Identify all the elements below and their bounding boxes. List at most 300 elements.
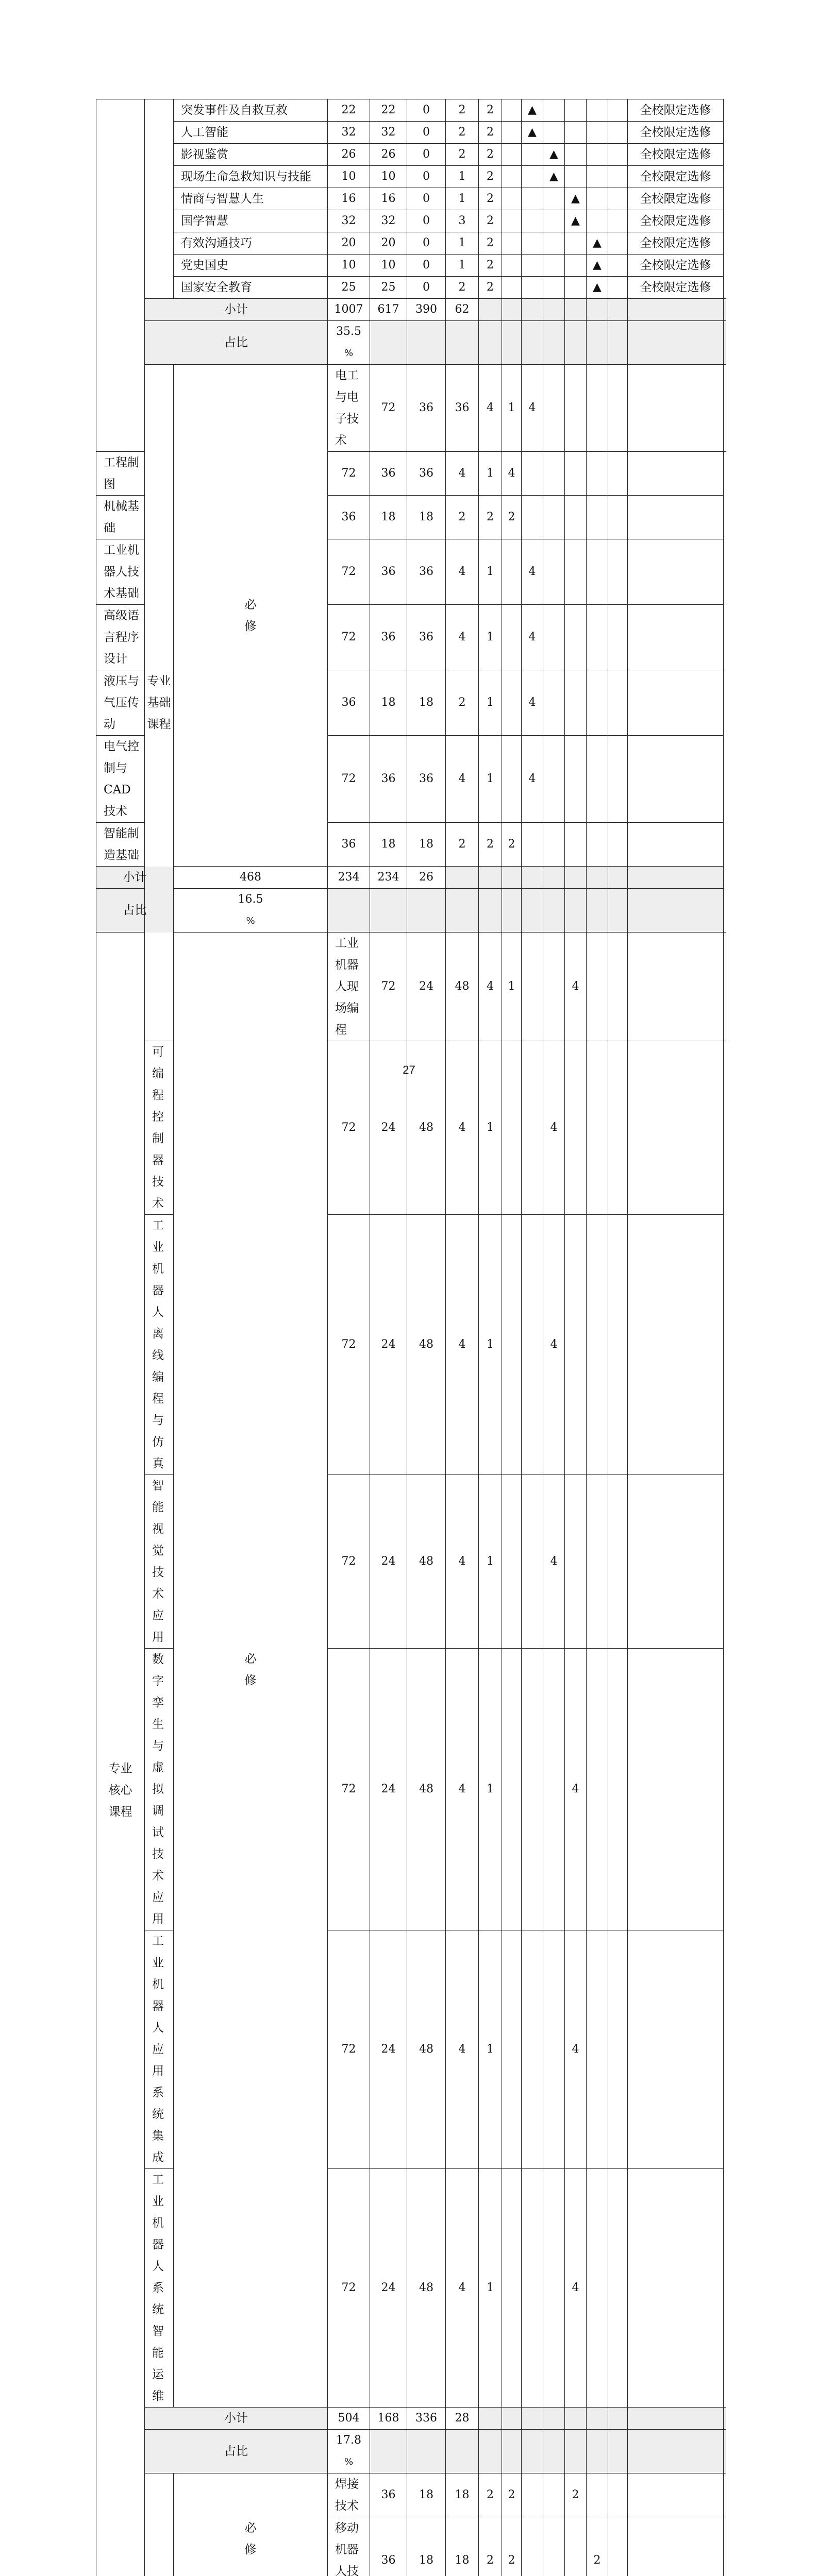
semester-s1 [502, 188, 522, 210]
semester-s6 [608, 2169, 628, 2408]
ratio-value-percent: % [174, 910, 327, 932]
semester-s3 [543, 210, 565, 232]
ratio-empty [479, 889, 502, 933]
ratio-empty [407, 889, 446, 933]
subtotal-empty [565, 867, 587, 889]
course-credits: 2 [479, 2473, 502, 2517]
ratio-empty [628, 2430, 724, 2473]
course-name: 有效沟通技巧 [174, 232, 328, 255]
semester-s4 [565, 122, 587, 144]
course-credits: 2 [446, 823, 479, 867]
semester-s4 [565, 1475, 587, 1649]
semester-s3 [543, 736, 565, 823]
ratio-empty [446, 321, 479, 365]
course-credits: 2 [446, 122, 479, 144]
semester-s6 [628, 365, 724, 452]
semester-s3: 2 [565, 2473, 587, 2517]
subtotal-empty [502, 867, 522, 889]
course-total: 16 [328, 188, 370, 210]
type-general-continued [145, 99, 174, 299]
course-assess: 2 [479, 255, 502, 277]
semester-s2 [522, 496, 543, 539]
subtotal-row [96, 2408, 726, 2430]
course-practice: 0 [407, 210, 446, 232]
semester-s3: ▲ [543, 166, 565, 188]
course-assess: 2 [479, 122, 502, 144]
type-label-line: 修 [174, 1670, 327, 1691]
subtotal-empty [543, 299, 565, 321]
course-note [724, 2517, 726, 2576]
course-assess: 2 [502, 2473, 522, 2517]
ratio-empty [328, 889, 370, 933]
semester-s4 [565, 736, 587, 823]
semester-s1 [502, 1215, 522, 1475]
subtotal-practice: 336 [407, 2408, 446, 2430]
semester-s5: ▲ [587, 255, 608, 277]
semester-s6 [608, 1475, 628, 1649]
course-total: 36 [370, 2517, 407, 2576]
course-note: 全校限定选修 [628, 188, 724, 210]
subtotal-note [724, 2408, 726, 2430]
course-note: 全校限定选修 [628, 255, 724, 277]
course-theory: 24 [407, 933, 446, 1041]
course-name: 高级语言程序设计 [96, 605, 145, 670]
semester-s4 [565, 166, 587, 188]
course-assess: 2 [479, 210, 502, 232]
semester-s3 [543, 496, 565, 539]
semester-s5 [587, 823, 608, 867]
course-note: 全校限定选修 [628, 232, 724, 255]
semester-s3: 4 [565, 933, 587, 1041]
course-name: 工程制图 [96, 452, 145, 496]
course-name-line: 应用 [152, 1887, 173, 1930]
course-name: 工业机器人现场编程 [328, 933, 370, 1041]
semester-s1 [502, 144, 522, 166]
ratio-empty [522, 889, 543, 933]
course-practice: 0 [407, 277, 446, 299]
semester-s4 [565, 144, 587, 166]
semester-s1 [502, 277, 522, 299]
semester-s1 [502, 670, 522, 736]
course-theory: 24 [370, 2169, 407, 2408]
course-total: 72 [328, 539, 370, 605]
ratio-note [628, 889, 724, 933]
semester-s3 [543, 255, 565, 277]
ratio-empty [628, 321, 724, 365]
semester-s2 [522, 1215, 543, 1475]
course-assess: 1 [479, 1475, 502, 1649]
semester-s3 [543, 605, 565, 670]
course-practice: 36 [407, 539, 446, 605]
semester-s5: ▲ [587, 232, 608, 255]
ratio-empty [587, 2430, 608, 2473]
semester-s2: 4 [522, 670, 543, 736]
subtotal-empty [628, 299, 724, 321]
semester-s2 [522, 277, 543, 299]
course-practice: 18 [446, 2517, 479, 2576]
subtotal-empty [479, 2408, 502, 2430]
course-credits: 2 [479, 2517, 502, 2576]
semester-s5 [608, 365, 628, 452]
course-assess: 2 [479, 166, 502, 188]
ratio-value-percent: % [328, 2451, 370, 2473]
subtotal-empty [608, 299, 628, 321]
course-name: 移动机器人技 [328, 2517, 370, 2576]
type-label-line: 必 [174, 1648, 327, 1670]
ratio-empty [587, 321, 608, 365]
course-name [145, 1649, 174, 1930]
semester-s4 [565, 277, 587, 299]
course-credits: 4 [446, 605, 479, 670]
semester-s5 [587, 210, 608, 232]
ratio-empty [502, 321, 522, 365]
course-note [628, 452, 724, 496]
course-theory: 26 [370, 144, 407, 166]
semester-s5 [587, 1475, 608, 1649]
course-name: 电工与电子技术 [328, 365, 370, 452]
subtotal-empty [522, 2408, 543, 2430]
semester-s6 [608, 452, 628, 496]
semester-s5 [587, 605, 608, 670]
course-practice: 0 [407, 232, 446, 255]
semester-s2 [543, 2517, 565, 2576]
semester-s3 [543, 188, 565, 210]
semester-s1: 2 [502, 823, 522, 867]
subtotal-total: 1007 [328, 299, 370, 321]
semester-s6 [608, 232, 628, 255]
semester-s2 [522, 166, 543, 188]
course-practice: 0 [407, 144, 446, 166]
semester-s5 [587, 188, 608, 210]
group-label-line: 课程 [96, 1801, 144, 1823]
ratio-label: 占比 [145, 321, 328, 365]
subtotal-empty [587, 867, 608, 889]
ratio-note [724, 2430, 726, 2473]
course-assess: 1 [502, 365, 522, 452]
semester-s4 [587, 2473, 608, 2517]
semester-s6 [608, 1930, 628, 2169]
course-total: 36 [328, 496, 370, 539]
subtotal-empty [522, 867, 543, 889]
course-practice: 36 [407, 605, 446, 670]
ratio-empty [446, 889, 479, 933]
semester-s2 [522, 823, 543, 867]
semester-s4 [565, 670, 587, 736]
course-row [96, 122, 726, 144]
type-label-line: 必 [174, 594, 327, 616]
course-credits: 4 [446, 1930, 479, 2169]
course-assess: 2 [479, 232, 502, 255]
semester-s6 [608, 736, 628, 823]
course-assess: 1 [479, 1041, 502, 1215]
course-credits: 4 [446, 1649, 479, 1930]
semester-s2 [522, 210, 543, 232]
course-practice: 48 [407, 1930, 446, 2169]
semester-s2 [522, 1930, 543, 2169]
course-note [628, 736, 724, 823]
subtotal-empty [587, 2408, 608, 2430]
course-row [96, 255, 726, 277]
course-assess: 1 [479, 539, 502, 605]
semester-s1: 4 [502, 452, 522, 496]
semester-s1 [522, 933, 543, 1041]
semester-s2 [522, 144, 543, 166]
semester-s6 [608, 99, 628, 122]
semester-s4: ▲ [565, 210, 587, 232]
course-practice: 48 [446, 933, 479, 1041]
ratio-value-percent: % [328, 343, 370, 364]
course-total: 10 [328, 166, 370, 188]
ratio-note [724, 321, 726, 365]
course-credits: 2 [446, 99, 479, 122]
semester-s2: ▲ [522, 99, 543, 122]
ratio-empty [407, 321, 446, 365]
course-credits: 1 [446, 188, 479, 210]
subtotal-theory: 168 [370, 2408, 407, 2430]
group-label-line: 基础 [145, 692, 173, 714]
course-total: 72 [328, 1215, 370, 1475]
semester-s3 [543, 277, 565, 299]
course-assess: 2 [479, 99, 502, 122]
ratio-row [96, 321, 726, 365]
subtotal-empty [522, 299, 543, 321]
semester-s6 [608, 823, 628, 867]
course-assess: 2 [479, 496, 502, 539]
ratio-empty [565, 321, 587, 365]
ratio-empty [543, 2430, 565, 2473]
course-total: 26 [328, 144, 370, 166]
semester-s3: 4 [543, 1215, 565, 1475]
course-assess: 1 [479, 1649, 502, 1930]
semester-s5 [587, 1930, 608, 2169]
subtotal-empty [502, 299, 522, 321]
subtotal-label: 小计 [145, 2408, 328, 2430]
subtotal-empty [543, 867, 565, 889]
course-name: 焊接技术 [328, 2473, 370, 2517]
course-theory: 18 [370, 823, 407, 867]
semester-s1 [502, 210, 522, 232]
course-note [628, 496, 724, 539]
semester-s5 [587, 736, 608, 823]
course-theory: 18 [407, 2517, 446, 2576]
ratio-empty [565, 889, 587, 933]
course-note: 全校限定选修 [628, 99, 724, 122]
course-practice: 18 [407, 496, 446, 539]
course-theory: 18 [370, 670, 407, 736]
course-name: 机械基础 [96, 496, 145, 539]
course-credits: 2 [446, 496, 479, 539]
course-total: 72 [328, 605, 370, 670]
semester-s2 [522, 188, 543, 210]
course-note: 全校限定选修 [628, 166, 724, 188]
subtotal-practice: 390 [407, 299, 446, 321]
semester-s4 [565, 539, 587, 605]
course-total: 72 [328, 736, 370, 823]
semester-s6 [628, 2473, 724, 2517]
subtotal-empty [543, 2408, 565, 2430]
course-total: 32 [328, 122, 370, 144]
semester-s6 [608, 1215, 628, 1475]
course-total: 72 [328, 1649, 370, 1930]
semester-s1: 2 [502, 496, 522, 539]
course-note: 全校限定选修 [628, 122, 724, 144]
course-name: 工业机器人应用系统集成 [145, 1930, 174, 2169]
course-row [96, 933, 726, 1041]
semester-s5 [608, 2473, 628, 2517]
course-note [628, 2169, 724, 2408]
ratio-empty [370, 321, 407, 365]
subtotal-theory: 617 [370, 299, 407, 321]
semester-s6 [628, 933, 724, 1041]
semester-s2: 4 [522, 736, 543, 823]
semester-s3 [543, 1649, 565, 1930]
course-practice: 0 [407, 255, 446, 277]
ratio-label: 占比 [145, 2430, 328, 2473]
group-general-continued [96, 99, 145, 452]
ratio-empty [608, 889, 628, 933]
type-label-line: 修 [174, 616, 327, 637]
semester-s6 [608, 210, 628, 232]
semester-s5 [587, 122, 608, 144]
course-total: 72 [328, 1930, 370, 2169]
course-total: 22 [328, 99, 370, 122]
semester-s3: 4 [543, 1041, 565, 1215]
course-theory: 36 [370, 452, 407, 496]
semester-s2 [522, 452, 543, 496]
ratio-empty [565, 2430, 587, 2473]
semester-s4 [565, 823, 587, 867]
course-note [628, 1215, 724, 1475]
semester-s3 [543, 99, 565, 122]
semester-s2 [543, 2473, 565, 2517]
semester-s1 [502, 99, 522, 122]
semester-s3: ▲ [543, 144, 565, 166]
subtotal-empty [502, 2408, 522, 2430]
course-row [96, 166, 726, 188]
type-label-line: 修 [174, 2539, 327, 2561]
subtotal-empty [587, 299, 608, 321]
ratio-label: 占比 [96, 889, 174, 933]
semester-s1 [522, 2517, 543, 2576]
semester-s5 [587, 166, 608, 188]
course-row [96, 277, 726, 299]
semester-s1 [502, 255, 522, 277]
course-credits: 4 [446, 539, 479, 605]
course-practice: 36 [446, 365, 479, 452]
course-note [628, 1930, 724, 2169]
course-theory: 25 [370, 277, 407, 299]
course-theory: 24 [370, 1215, 407, 1475]
semester-s3 [543, 1930, 565, 2169]
ratio-empty [407, 2430, 446, 2473]
ratio-row [96, 2430, 726, 2473]
course-assess: 1 [479, 1930, 502, 2169]
semester-s4: 4 [565, 1649, 587, 1930]
subtotal-empty [565, 2408, 587, 2430]
course-theory: 36 [370, 736, 407, 823]
course-practice: 18 [407, 670, 446, 736]
semester-s4 [565, 605, 587, 670]
semester-s5 [608, 2517, 628, 2576]
ratio-empty [543, 321, 565, 365]
type-required [174, 365, 328, 867]
course-credits: 4 [479, 365, 502, 452]
course-theory: 32 [370, 122, 407, 144]
course-practice: 48 [407, 1041, 446, 1215]
type-label-line: 必 [174, 2517, 327, 2539]
course-name: 液压与气压传动 [96, 670, 145, 736]
semester-s2 [543, 365, 565, 452]
course-assess: 1 [479, 670, 502, 736]
course-note [628, 823, 724, 867]
ratio-empty [479, 321, 502, 365]
subtotal-label: 小计 [145, 299, 328, 321]
semester-s4 [565, 496, 587, 539]
group-label-line: 核心 [96, 1780, 144, 1801]
semester-s4: 4 [565, 2169, 587, 2408]
semester-s3 [543, 670, 565, 736]
course-note [628, 539, 724, 605]
course-credits: 4 [446, 736, 479, 823]
course-practice: 18 [407, 823, 446, 867]
course-row [96, 365, 726, 452]
course-total: 72 [328, 2169, 370, 2408]
course-note [628, 605, 724, 670]
ratio-empty [587, 889, 608, 933]
course-name: 情商与智慧人生 [174, 188, 328, 210]
course-theory: 10 [370, 255, 407, 277]
course-theory: 18 [407, 2473, 446, 2517]
semester-s1: 4 [522, 365, 543, 452]
subtotal-empty [628, 2408, 724, 2430]
semester-s5 [587, 2169, 608, 2408]
ratio-empty [370, 889, 407, 933]
course-name: 国家安全教育 [174, 277, 328, 299]
course-theory: 20 [370, 232, 407, 255]
course-name: 现场生命急救知识与技能 [174, 166, 328, 188]
semester-s6 [608, 539, 628, 605]
subtotal-empty [608, 867, 628, 889]
semester-s4 [565, 99, 587, 122]
ratio-value [328, 321, 370, 365]
semester-s4 [565, 255, 587, 277]
semester-s2: 4 [522, 605, 543, 670]
group-label-line: 课程 [145, 714, 173, 735]
semester-s2 [522, 2169, 543, 2408]
course-note [724, 2473, 726, 2517]
ratio-value-number: 17.8 [328, 2430, 370, 2451]
semester-s1 [502, 166, 522, 188]
ratio-empty [608, 321, 628, 365]
course-theory: 24 [370, 1041, 407, 1215]
ratio-empty [522, 321, 543, 365]
course-credits: 4 [446, 1215, 479, 1475]
course-name: 可编程控制器技术 [145, 1041, 174, 1215]
ratio-value [174, 889, 328, 933]
course-practice: 0 [407, 188, 446, 210]
course-assess: 2 [479, 188, 502, 210]
course-theory: 22 [370, 99, 407, 122]
course-practice: 48 [407, 1649, 446, 1930]
subtotal-total: 468 [174, 867, 328, 889]
course-assess: 1 [479, 736, 502, 823]
course-total: 72 [370, 933, 407, 1041]
subtotal-credits: 26 [407, 867, 446, 889]
semester-s3 [543, 823, 565, 867]
ratio-empty [502, 889, 522, 933]
semester-s2: 4 [522, 539, 543, 605]
course-total: 20 [328, 232, 370, 255]
